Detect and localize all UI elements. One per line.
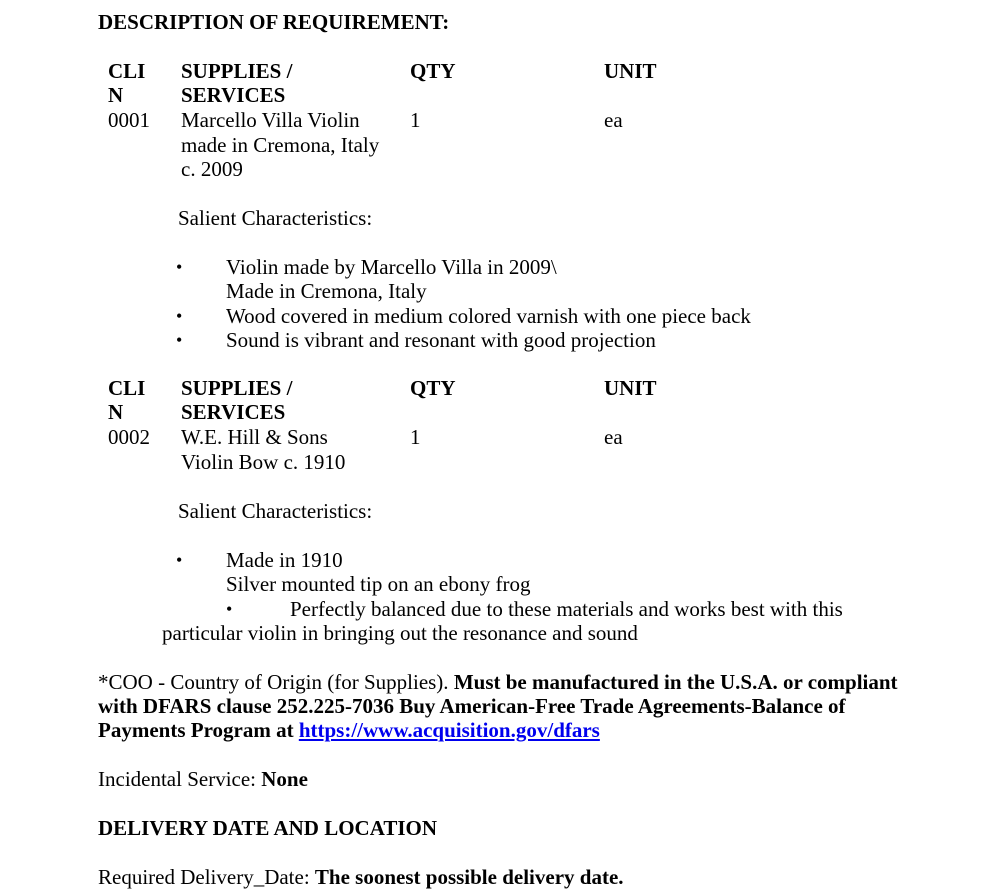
bullet-text: Made in Cremona, Italy — [226, 279, 427, 303]
item-unit: ea — [604, 425, 623, 449]
col-header-unit: UNIT — [604, 376, 657, 400]
bullet-text: Wood covered in medium colored varnish with one piece back — [226, 304, 751, 328]
item-description-line: c. 2009 — [181, 157, 243, 181]
col-header-clin: CLI — [108, 59, 146, 83]
col-header-qty: QTY — [410, 376, 456, 400]
coo-paragraph-line-3 — [98, 718, 600, 743]
bullet-icon: • — [226, 599, 233, 619]
item-description-line: W.E. Hill & Sons — [181, 425, 328, 449]
item-qty: 1 — [410, 425, 421, 449]
item-description-line: Marcello Villa Violin — [181, 108, 360, 132]
bullet-text: Made in 1910 — [226, 548, 343, 572]
col-header-supplies-wrap: SERVICES — [181, 83, 286, 107]
item-description-line: made in Cremona, Italy — [181, 133, 380, 157]
col-header-supplies: SUPPLIES / — [181, 59, 293, 83]
clin-number: 0001 — [108, 108, 150, 132]
clin-number: 0002 — [108, 425, 150, 449]
delivery-value: The soonest possible delivery date. — [314, 865, 624, 889]
coo-requirement-end: Payments Program at — [98, 718, 299, 742]
bullet-icon: • — [176, 257, 183, 277]
delivery-label: Required Delivery_Date: — [98, 865, 315, 889]
item-unit: ea — [604, 108, 623, 132]
salient-characteristics-label: Salient Characteristics: — [178, 206, 373, 230]
coo-label: *COO - Country of Origin (for Supplies). — [98, 670, 454, 694]
coo-requirement: Must be manufactured in the U.S.A. or compliant — [453, 670, 898, 694]
col-header-clin-wrap: N — [108, 83, 124, 107]
incidental-label: Incidental Service: — [98, 767, 262, 791]
dfars-link[interactable]: https://www.acquisition.gov/dfars — [298, 718, 600, 742]
bullet-text: Perfectly balanced due to these materials and works best with this — [290, 597, 843, 621]
col-header-clin-wrap: N — [108, 400, 124, 424]
bullet-text: Sound is vibrant and resonant with good projection — [226, 328, 656, 352]
col-header-unit: UNIT — [604, 59, 657, 83]
bullet-icon: • — [176, 330, 183, 350]
section-heading-delivery: DELIVERY DATE AND LOCATION — [98, 816, 438, 840]
bullet-text-continuation: particular violin in bringing out the resonance and sound — [162, 621, 638, 645]
coo-paragraph-line-2: with DFARS clause 252.225-7036 Buy American-Free Trade Agreements-Balance of — [98, 694, 846, 718]
salient-characteristics-label: Salient Characteristics: — [178, 499, 373, 523]
item-qty: 1 — [410, 108, 421, 132]
bullet-text: Violin made by Marcello Villa in 2009\ — [226, 255, 557, 279]
item-description-line: Violin Bow c. 1910 — [181, 450, 346, 474]
section-heading-description: DESCRIPTION OF REQUIREMENT: — [98, 10, 450, 34]
bullet-icon: • — [176, 550, 183, 570]
required-delivery-date — [98, 865, 624, 890]
col-header-clin: CLI — [108, 376, 146, 400]
col-header-supplies: SUPPLIES / — [181, 376, 293, 400]
coo-paragraph-line-1 — [98, 670, 898, 695]
bullet-text: Silver mounted tip on an ebony frog — [226, 572, 531, 596]
col-header-supplies-wrap: SERVICES — [181, 400, 286, 424]
incidental-value: None — [261, 767, 308, 791]
col-header-qty: QTY — [410, 59, 456, 83]
incidental-service — [98, 767, 308, 792]
bullet-icon: • — [176, 306, 183, 326]
